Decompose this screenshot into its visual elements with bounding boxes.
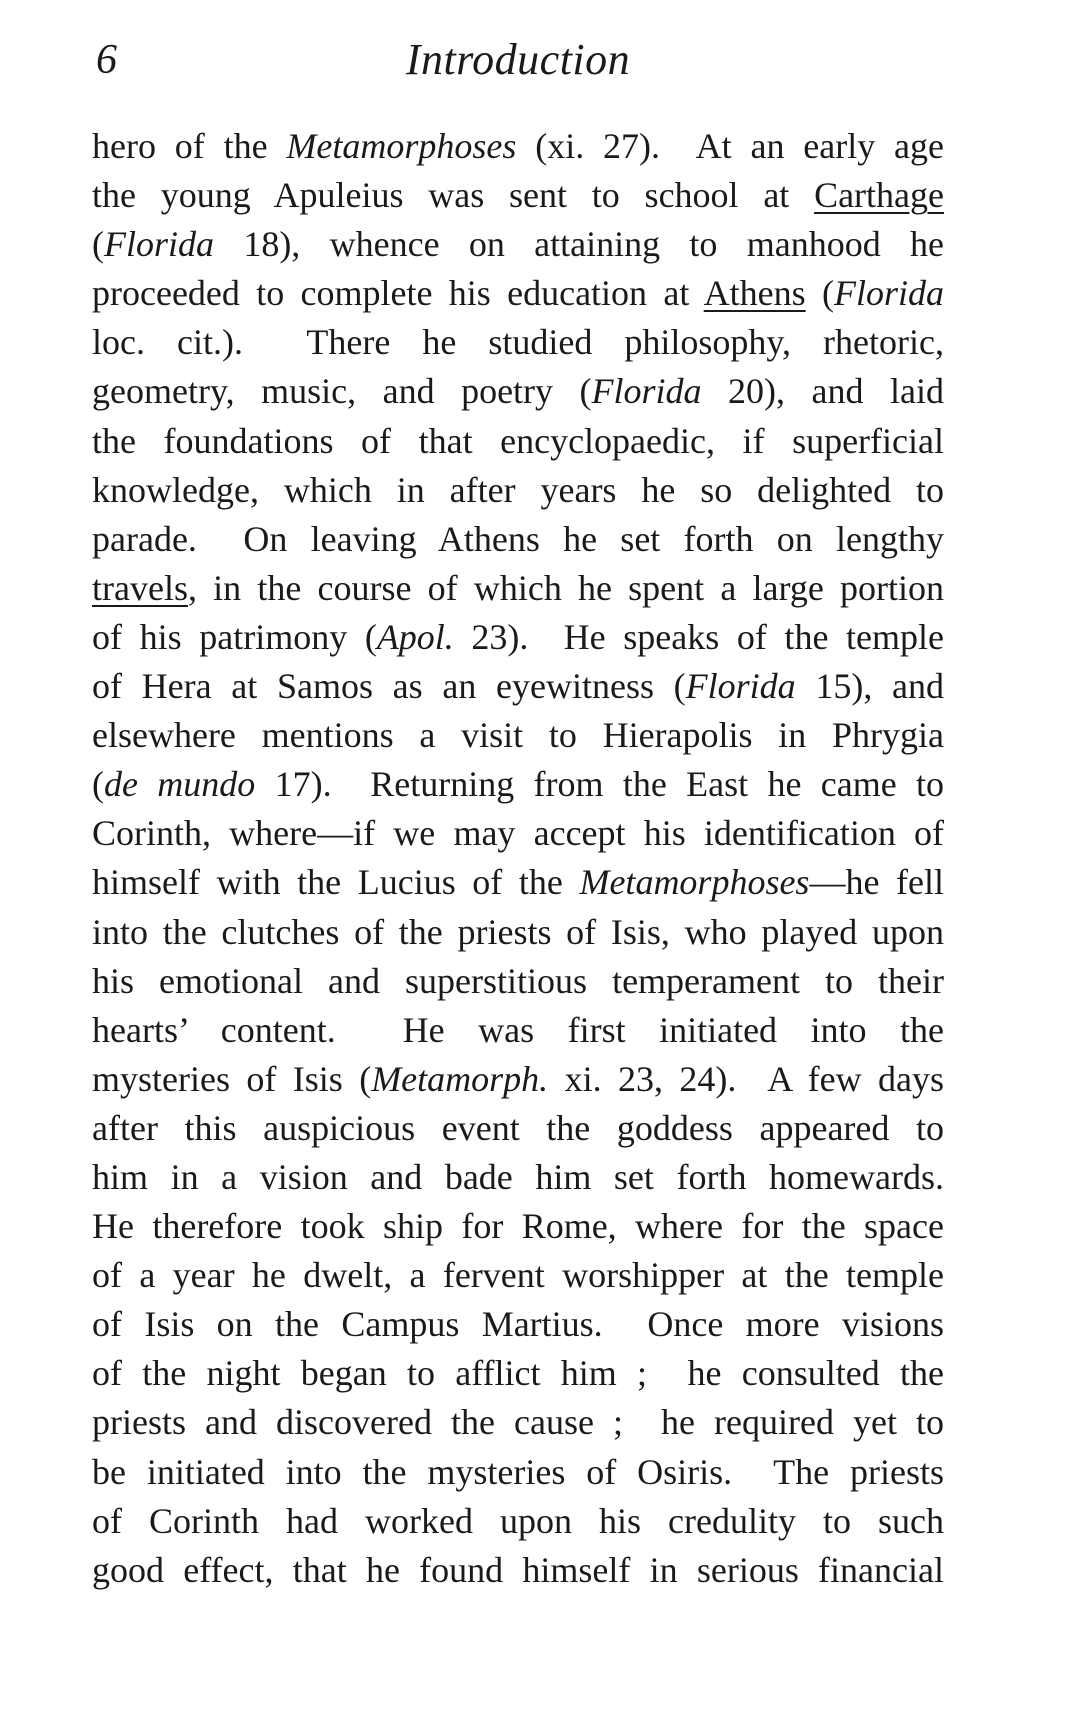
italic-citation: Florida (591, 371, 702, 412)
body-text (92, 122, 944, 1595)
text-line (92, 957, 944, 1006)
text-line (92, 908, 944, 957)
text-segment: loc. cit.). There he studied philosophy, rhetoric, (92, 322, 944, 363)
text-segment: 20), and laid (701, 371, 944, 412)
text-segment: hearts’ content. He was first initiated into the (92, 1009, 944, 1050)
text-line (92, 1006, 944, 1055)
text-line (92, 711, 944, 760)
text-line (92, 171, 944, 220)
text-segment: hero of the (92, 126, 287, 166)
text-segment: elsewhere mentions a visit to Hierapolis in Phrygia (92, 715, 944, 756)
text-segment: of the night began to afflict him ; he consulted the (92, 1353, 944, 1394)
text-line (92, 858, 944, 907)
italic-citation: Apol. (376, 616, 454, 657)
text-segment: be initiated into the mysteries of Osiris. The priests (92, 1451, 944, 1492)
text-line (92, 1300, 944, 1349)
italic-citation: Metamorph. (371, 1058, 549, 1099)
text-segment: He therefore took ship for Rome, where for the space (92, 1206, 944, 1247)
text-line (92, 1153, 944, 1202)
text-line (92, 613, 944, 662)
text-segment: mysteries of Isis ( (92, 1058, 372, 1099)
text-line (92, 760, 944, 809)
text-segment: him in a vision and bade him set forth homewards. (92, 1156, 944, 1197)
text-line (92, 220, 944, 269)
text-segment: —he fell (809, 862, 944, 903)
italic-citation: Florida (833, 273, 944, 314)
text-segment: geometry, music, and poetry ( (92, 371, 592, 412)
page-number: 6 (96, 37, 117, 83)
text-line (92, 1546, 944, 1595)
text-line (92, 367, 944, 416)
italic-citation: Florida (104, 224, 215, 265)
text-segment: the young Apuleius was sent to school at (92, 175, 815, 216)
text-line (92, 809, 944, 858)
text-segment: parade. On leaving Athens he set forth on lengthy (92, 518, 944, 559)
text-line (92, 1104, 944, 1153)
italic-citation: Florida (685, 666, 796, 707)
text-segment: good effect, that he found himself in serious financial (92, 1549, 944, 1590)
text-line (92, 318, 944, 367)
italic-citation: Metamorphoses (286, 126, 517, 166)
text-segment: into the clutches of the priests of Isis, who played upon (92, 911, 944, 952)
text-line (92, 1251, 944, 1300)
text-segment: ( (92, 224, 104, 265)
text-segment: the foundations of that encyclopaedic, if superficial (92, 420, 944, 461)
text-line (92, 1055, 944, 1104)
text-line (92, 466, 944, 515)
underlined-word: travels (92, 567, 188, 608)
text-line (92, 662, 944, 711)
text-line (92, 1349, 944, 1398)
text-line (92, 1497, 944, 1546)
underlined-word: Carthage (814, 175, 944, 216)
text-segment: priests and discovered the cause ; he required yet to (92, 1402, 944, 1443)
text-segment: of his patrimony ( (92, 616, 377, 657)
text-segment: of Isis on the Campus Martius. Once more visions (92, 1304, 944, 1345)
text-line (92, 564, 944, 613)
text-segment: of Corinth had worked upon his credulity to such (92, 1500, 944, 1541)
text-segment: of a year he dwelt, a fervent worshipper at the temple (92, 1255, 944, 1296)
text-segment: 18), whence on attaining to manhood he (214, 224, 944, 265)
italic-citation: de mundo (104, 764, 256, 805)
text-segment: knowledge, which in after years he so delighted to (92, 469, 944, 510)
text-segment: 23). He speaks of the temple (453, 616, 944, 657)
text-segment: 15), and (795, 666, 944, 707)
text-segment: of Hera at Samos as an eyewitness ( (92, 666, 686, 707)
text-line (92, 1202, 944, 1251)
text-segment: xi. 23, 24). A few days (548, 1058, 944, 1099)
running-title: Introduction (405, 35, 631, 84)
text-line (92, 515, 944, 564)
italic-citation: Metamorphoses (579, 862, 810, 903)
text-line (92, 1448, 944, 1497)
text-segment: his emotional and superstitious temperament to their (92, 960, 944, 1001)
text-segment: ( (805, 273, 834, 314)
text-line (92, 417, 944, 466)
underlined-word: Athens (703, 273, 806, 314)
text-segment: ( (92, 764, 104, 805)
running-head (92, 32, 944, 88)
text-segment: himself with the Lucius of the (92, 862, 580, 903)
text-segment: , in the course of which he spent a large portion (187, 567, 944, 608)
text-segment: 17). Returning from the East he came to (255, 764, 944, 805)
text-segment: proceeded to complete his education at (92, 273, 704, 314)
text-line (92, 122, 944, 171)
text-segment: after this auspicious event the goddess appeared to (92, 1107, 944, 1148)
text-line (92, 269, 944, 318)
text-segment: (xi. 27). At an early age (516, 126, 945, 166)
text-line (92, 1398, 944, 1447)
text-segment: Corinth, where—if we may accept his identification of (92, 813, 944, 854)
